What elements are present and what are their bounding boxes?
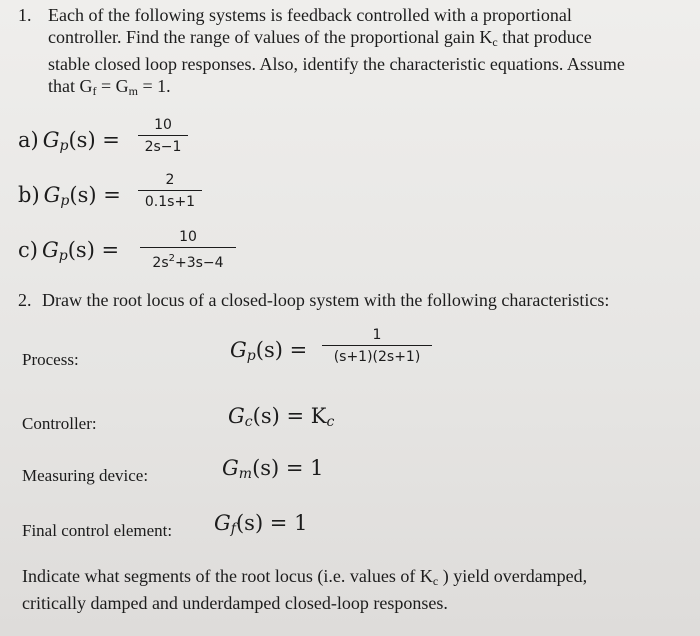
final-control-element-label: Final control element: xyxy=(22,521,173,540)
q1-line-4: that $G_f = G_m = 1$. xyxy=(48,76,171,98)
controller-equation: Gc(s) = Kc xyxy=(228,404,335,430)
q1-line-1: Each of the following systems is feedback controlled with a proportional xyxy=(48,5,572,25)
process-numerator: 1 xyxy=(372,327,382,343)
part-c-denominator: $2s^2+3s-4$ xyxy=(152,253,224,271)
final-line-2: critically damped and underdamped closed-loop responses. xyxy=(22,593,448,613)
question-2-text: Draw the root locus of a closed-loop system with the following characteristics: xyxy=(42,290,610,310)
controller-label: Controller: xyxy=(22,414,97,433)
part-b-equation: b) Gp(s) = xyxy=(18,183,121,209)
final-instructions xyxy=(22,565,682,614)
final-line-1: Indicate what segments of the root locus (i.e. values of $K_c$ ) yield overdamped, xyxy=(22,566,588,588)
part-c-equation: c) Gp(s) = xyxy=(18,238,120,264)
measuring-device-label: Measuring device: xyxy=(22,466,149,485)
q1-line-2: controller. Find the range of values of the proportional gain $K_c$ that produce xyxy=(48,27,592,49)
final-control-element-equation: Gf(s) = 1 xyxy=(214,511,308,537)
question-1-number: 1. xyxy=(18,5,32,25)
part-b-denominator: 0.1s+1 xyxy=(144,194,196,210)
process-fraction xyxy=(322,326,432,366)
part-a-label: a) xyxy=(18,128,39,152)
part-c-numerator: 10 xyxy=(179,229,197,245)
part-a-denominator: 2s−1 xyxy=(144,139,182,155)
process-denominator: (s+1)(2s+1) xyxy=(333,349,421,365)
part-c-fraction xyxy=(140,228,236,272)
part-b-fraction xyxy=(138,171,202,211)
process-label: Process: xyxy=(22,350,79,369)
part-a-equation: a) Gp(s) = xyxy=(18,128,120,154)
part-c-label: c) xyxy=(18,238,38,262)
measuring-device-equation: Gm(s) = 1 xyxy=(222,456,324,482)
part-b-numerator: 2 xyxy=(165,172,175,188)
question-2 xyxy=(18,289,609,311)
q1-line-3: stable closed loop responses. Also, identify the characteristic equations. Assume xyxy=(48,54,625,74)
part-a-numerator: 10 xyxy=(154,117,172,133)
question-1-text xyxy=(48,4,688,102)
part-a-fraction xyxy=(138,116,188,156)
question-2-number: 2. xyxy=(18,290,32,310)
process-equation: Gp(s) = xyxy=(230,338,308,364)
part-b-label: b) xyxy=(18,183,40,207)
